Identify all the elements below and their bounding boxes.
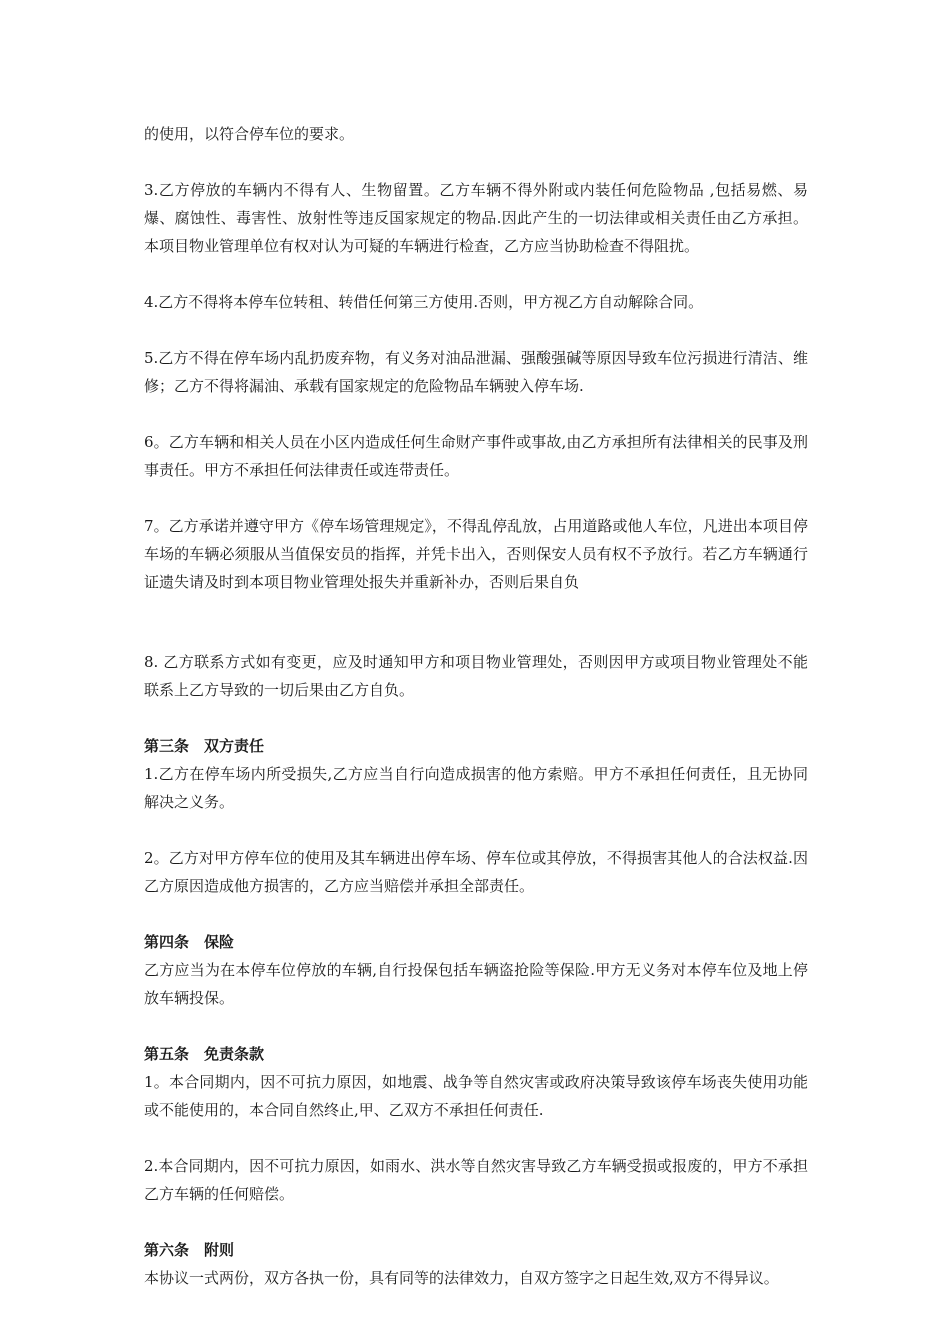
section-5-item-1: 1。本合同期内，因不可抗力原因，如地震、战争等自然灾害或政府决策导致该停车场丧失使用功能或不能使用的，本合同自然终止,甲、乙双方不承担任何责任. xyxy=(144,1073,808,1119)
section-6-item-1: 本协议一式两份，双方各执一份，具有同等的法律效力，自双方签字之日起生效,双方不得异议。 xyxy=(144,1269,779,1287)
section-5-item-2: 2.本合同期内，因不可抗力原因，如雨水、洪水等自然灾害导致乙方车辆受损或报废的，甲方不承担乙方车辆的任何赔偿。 xyxy=(144,1157,808,1203)
clause-4: 4.乙方不得将本停车位转租、转借任何第三方使用.否则，甲方视乙方自动解除合同。 xyxy=(144,293,704,311)
section-4-item-1: 乙方应当为在本停车位停放的车辆,自行投保包括车辆盗抢险等保险.甲方无义务对本停车位及地上停放车辆投保。 xyxy=(144,961,808,1007)
clause-6: 6。乙方车辆和相关人员在小区内造成任何生命财产事件或事故,由乙方承担所有法律相关的民事及刑事责任。甲方不承担任何法律责任或连带责任。 xyxy=(144,433,808,479)
section-heading-5: 第五条 免责条款 xyxy=(144,1045,265,1063)
section-3-item-1: 1.乙方在停车场内所受损失,乙方应当自行向造成损害的他方索赔。甲方不承担任何责任，且无协同解决之义务。 xyxy=(144,765,808,811)
section-heading-6: 第六条 附则 xyxy=(144,1241,235,1259)
document-page xyxy=(144,120,808,1292)
section-3-item-2: 2。乙方对甲方停车位的使用及其车辆进出停车场、停车位或其停放，不得损害其他人的合法权益.因乙方原因造成他方损害的，乙方应当赔偿并承担全部责任。 xyxy=(144,849,808,895)
clause-3: 3.乙方停放的车辆内不得有人、生物留置。乙方车辆不得外附或内装任何危险物品 ,包括易燃、易爆、腐蚀性、毒害性、放射性等违反国家规定的物品.因此产生的一切法律或相关责任由乙方承担。本项目物业管理单位有权对认为可疑的车辆进行检查，乙方应当协助检查不得阻扰。 xyxy=(144,181,808,255)
clause-5: 5.乙方不得在停车场内乱扔废弃物，有义务对油品泄漏、强酸强碱等原因导致车位污损进行清洁、维修；乙方不得将漏油、承载有国家规定的危险物品车辆驶入停车场. xyxy=(144,349,808,395)
paragraph: 的使用，以符合停车位的要求。 xyxy=(144,125,355,143)
clause-8: 8. 乙方联系方式如有变更，应及时通知甲方和项目物业管理处，否则因甲方或项目物业管理处不能联系上乙方导致的一切后果由乙方自负。 xyxy=(144,653,808,699)
section-heading-3: 第三条 双方责任 xyxy=(144,737,265,755)
section-heading-4: 第四条 保险 xyxy=(144,933,235,951)
clause-7: 7。乙方承诺并遵守甲方《停车场管理规定》，不得乱停乱放，占用道路或他人车位，凡进出本项目停车场的车辆必须服从当值保安员的指挥，并凭卡出入，否则保安人员有权不予放行。若乙方车辆通行证遗失请及时到本项目物业管理处报失并重新补办，否则后果自负 xyxy=(144,517,808,591)
